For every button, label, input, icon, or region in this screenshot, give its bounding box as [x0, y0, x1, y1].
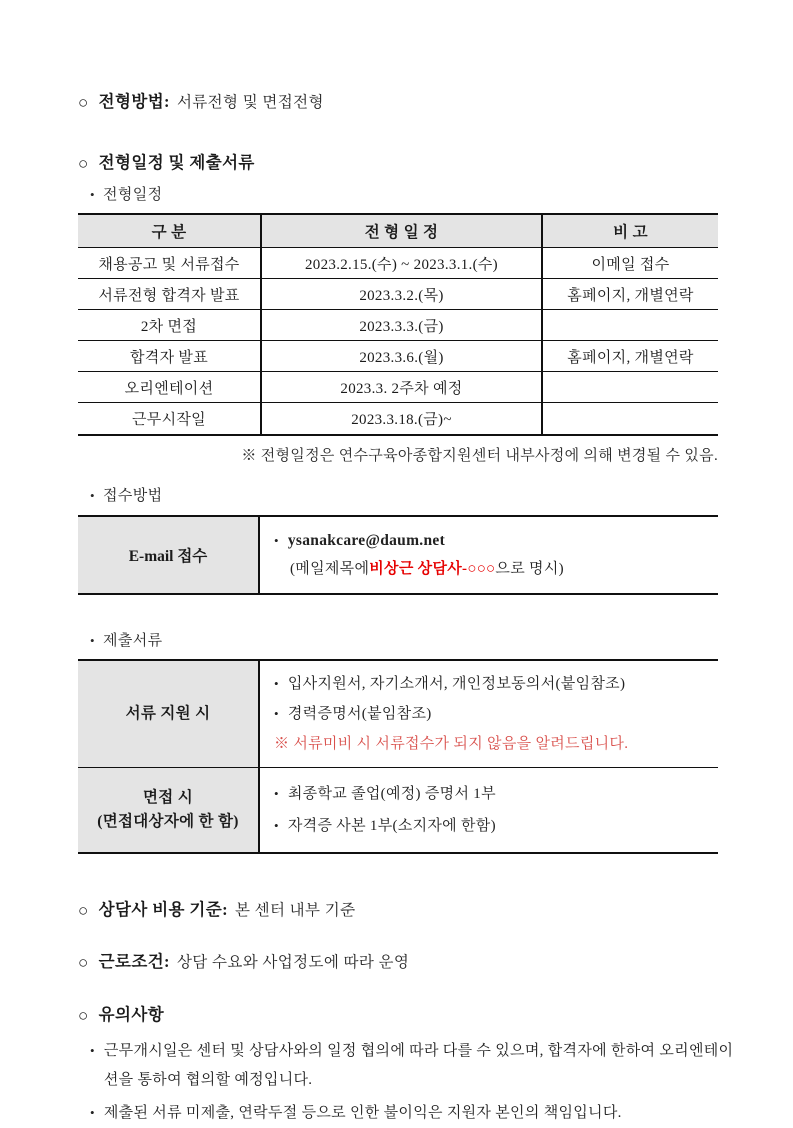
- section-cost-text: 본 센터 내부 기준: [235, 902, 356, 919]
- table-row: [78, 341, 718, 372]
- email-subject-note-highlight: 비상근 상담사-○○○: [369, 561, 496, 577]
- docs-row-application-header: 서류 지원 시: [78, 661, 260, 767]
- dot-bullet-icon: •: [90, 187, 95, 202]
- sub-schedule: [78, 183, 718, 204]
- docs-row-interview-content: [260, 768, 718, 852]
- cell-schedule: 2023.3. 2주차 예정: [260, 372, 543, 402]
- section-method: [78, 88, 718, 112]
- circle-bullet-icon: ○: [78, 1006, 89, 1025]
- table-row: [78, 310, 718, 341]
- section-cautions: [78, 1001, 718, 1025]
- schedule-table-header-row: [78, 215, 718, 248]
- section-cautions-label: 유의사항: [98, 1005, 165, 1024]
- dot-bullet-icon: •: [90, 1105, 95, 1120]
- email-address-line: [274, 526, 712, 555]
- cell-schedule: 2023.3.18.(금)~: [260, 403, 543, 434]
- doc-item-line: [274, 810, 712, 842]
- table-row: [78, 279, 718, 310]
- sub-schedule-label: 전형일정: [102, 187, 163, 203]
- docs-row-application-content: [260, 661, 718, 767]
- cell-category: 근무시작일: [132, 412, 206, 428]
- section-conditions-label: 근로조건:: [98, 952, 170, 971]
- cell-remarks: 이메일 접수: [591, 256, 670, 273]
- cell-remarks: [543, 310, 718, 340]
- docs-row-interview-header-line2: (면접대상자에 한 함): [97, 813, 239, 830]
- docs-table: [78, 659, 718, 854]
- doc-item-line: [274, 778, 712, 810]
- dot-bullet-icon: •: [90, 633, 95, 648]
- section-method-text: 서류전형 및 면접전형: [176, 94, 324, 111]
- dot-bullet-icon: •: [274, 533, 279, 548]
- doc-item: 경력증명서(붙임참조): [287, 706, 432, 722]
- cell-remarks: [543, 372, 718, 402]
- section-cost: [78, 896, 718, 920]
- doc-item: 최종학교 졸업(예정) 증명서 1부: [287, 786, 496, 802]
- cell-remarks: 홈페이지, 개별연락: [567, 349, 694, 366]
- col-header-remarks: 비 고: [543, 215, 718, 247]
- doc-item: 자격증 사본 1부(소지자에 한함): [287, 818, 496, 834]
- section-conditions: [78, 948, 718, 972]
- sub-submit-docs: [78, 629, 718, 650]
- circle-bullet-icon: ○: [78, 93, 89, 112]
- sub-apply-method-label: 접수방법: [102, 488, 163, 504]
- col-header-category: 구 분: [78, 215, 260, 247]
- circle-bullet-icon: ○: [78, 154, 89, 173]
- circle-bullet-icon: ○: [78, 953, 89, 972]
- email-table: [78, 515, 718, 595]
- circle-bullet-icon: ○: [78, 901, 89, 920]
- cell-schedule: 2023.3.3.(금): [260, 310, 543, 340]
- email-subject-note-prefix: (메일제목에: [290, 561, 370, 577]
- schedule-table: [78, 213, 718, 436]
- sub-apply-method: [78, 484, 718, 505]
- section-cost-label: 상담사 비용 기준:: [98, 900, 228, 919]
- cell-category: 2차 면접: [140, 318, 198, 335]
- cell-schedule: 2023.3.2.(목): [260, 279, 543, 309]
- cell-schedule: 2023.2.15.(수) ~ 2023.3.1.(수): [260, 248, 543, 278]
- sub-submit-docs-label: 제출서류: [102, 633, 163, 649]
- section-method-label: 전형방법:: [98, 92, 170, 111]
- doc-item-line: [274, 669, 712, 699]
- email-address: ysanakcare@daum.net: [287, 532, 446, 549]
- cell-category: 오리엔테이션: [124, 380, 214, 397]
- email-subject-note-suffix: 으로 명시): [495, 561, 564, 577]
- email-row: [78, 517, 718, 593]
- caution-text: 제출된 서류 미제출, 연락두절 등으로 인한 불이익은 지원자 본인의 책임입니다.: [103, 1105, 622, 1121]
- section-schedule-docs-label: 전형일정 및 제출서류: [98, 153, 255, 172]
- section-schedule-docs: [78, 149, 718, 173]
- cell-category: 서류전형 합격자 발표: [98, 287, 240, 304]
- schedule-change-note: ※ 전형일정은 연수구육아종합지원센터 내부사정에 의해 변경될 수 있음.: [241, 448, 718, 464]
- cell-schedule: 2023.3.6.(월): [260, 341, 543, 371]
- dot-bullet-icon: •: [274, 706, 279, 721]
- docs-missing-warning: ※ 서류미비 시 서류접수가 되지 않음을 알려드립니다.: [274, 736, 629, 752]
- doc-item-line: [274, 699, 712, 729]
- cell-category: 합격자 발표: [129, 349, 208, 366]
- docs-row-interview-header: [78, 768, 260, 852]
- dot-bullet-icon: •: [90, 1043, 95, 1058]
- section-conditions-text: 상담 수요와 사업정도에 따라 운영: [176, 954, 410, 971]
- doc-item: 입사지원서, 자기소개서, 개인정보동의서(붙임참조): [287, 676, 626, 692]
- dot-bullet-icon: •: [274, 786, 279, 801]
- cautions-list: [78, 1036, 740, 1128]
- caution-text: 근무개시일은 센터 및 상담사와의 일정 협의에 따라 다를 수 있으며, 합격자에 한하여 오리엔테이션을 통하여 협의할 예정입니다.: [103, 1043, 734, 1088]
- table-row: [78, 248, 718, 279]
- col-header-schedule: 전 형 일 정: [260, 215, 543, 247]
- cell-category: 채용공고 및 서류접수: [98, 256, 240, 273]
- docs-row-interview: [78, 768, 718, 852]
- email-row-content: [260, 517, 718, 593]
- table-row: [78, 372, 718, 403]
- docs-row-application: [78, 661, 718, 768]
- cell-remarks: 홈페이지, 개별연락: [567, 287, 694, 304]
- table-row: [78, 403, 718, 434]
- cell-remarks: [543, 403, 718, 434]
- dot-bullet-icon: •: [90, 488, 95, 503]
- caution-item: [90, 1098, 740, 1128]
- caution-item: [90, 1036, 740, 1095]
- docs-row-interview-header-line1: 면접 시: [143, 789, 193, 806]
- dot-bullet-icon: •: [274, 818, 279, 833]
- email-subject-note: [274, 555, 712, 584]
- email-row-header: E-mail 접수: [78, 517, 260, 593]
- dot-bullet-icon: •: [274, 676, 279, 691]
